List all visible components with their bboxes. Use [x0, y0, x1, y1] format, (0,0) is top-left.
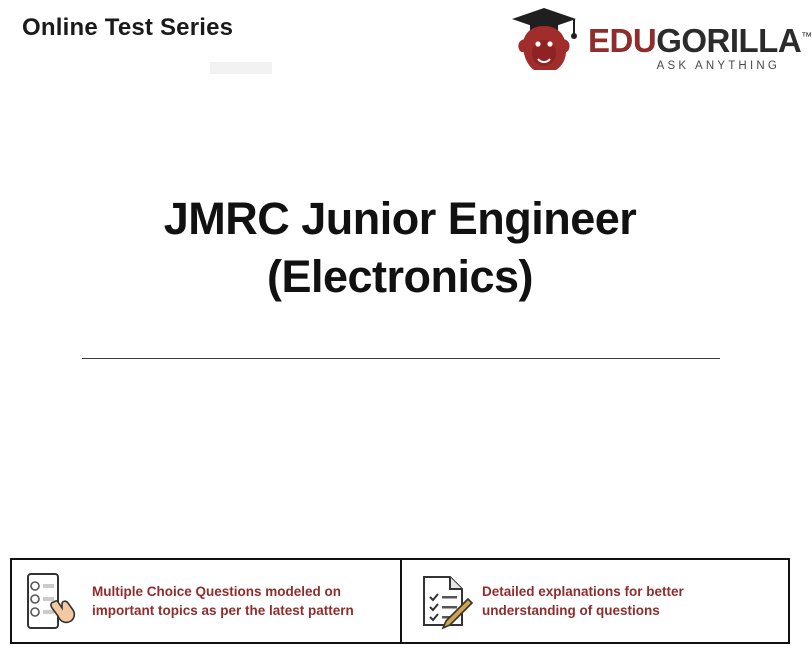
feature-text-explanations: Detailed explanations for better understanding of questions	[482, 584, 684, 618]
logo-trademark: ™	[801, 31, 812, 43]
logo-brand-edu: EDU	[588, 22, 657, 59]
logo-brand-gorilla: GORILLA	[656, 22, 802, 59]
exam-title-line-2: (Electronics)	[266, 251, 534, 302]
feature-text-mcq: Multiple Choice Questions modeled on important topics as per the latest pattern	[92, 584, 354, 618]
background-artifact	[210, 62, 272, 74]
exam-title-block	[0, 190, 800, 306]
document-pencil-icon	[412, 569, 476, 633]
logo-wordmark	[588, 20, 812, 72]
mcq-tablet-icon	[22, 569, 86, 633]
logo-tagline: ASK ANYTHING	[656, 60, 780, 72]
gorilla-graduate-logo-icon	[504, 6, 584, 72]
edugorilla-logo	[494, 6, 812, 74]
feature-item-explanations	[400, 560, 788, 642]
page-header	[0, 0, 812, 80]
page-title: Online Test Series	[22, 14, 234, 41]
feature-bar	[10, 558, 790, 644]
feature-item-mcq	[12, 560, 400, 642]
exam-title-line-1: JMRC Junior Engineer	[163, 193, 637, 244]
title-divider	[82, 358, 720, 359]
logo-brand-text	[588, 20, 812, 59]
